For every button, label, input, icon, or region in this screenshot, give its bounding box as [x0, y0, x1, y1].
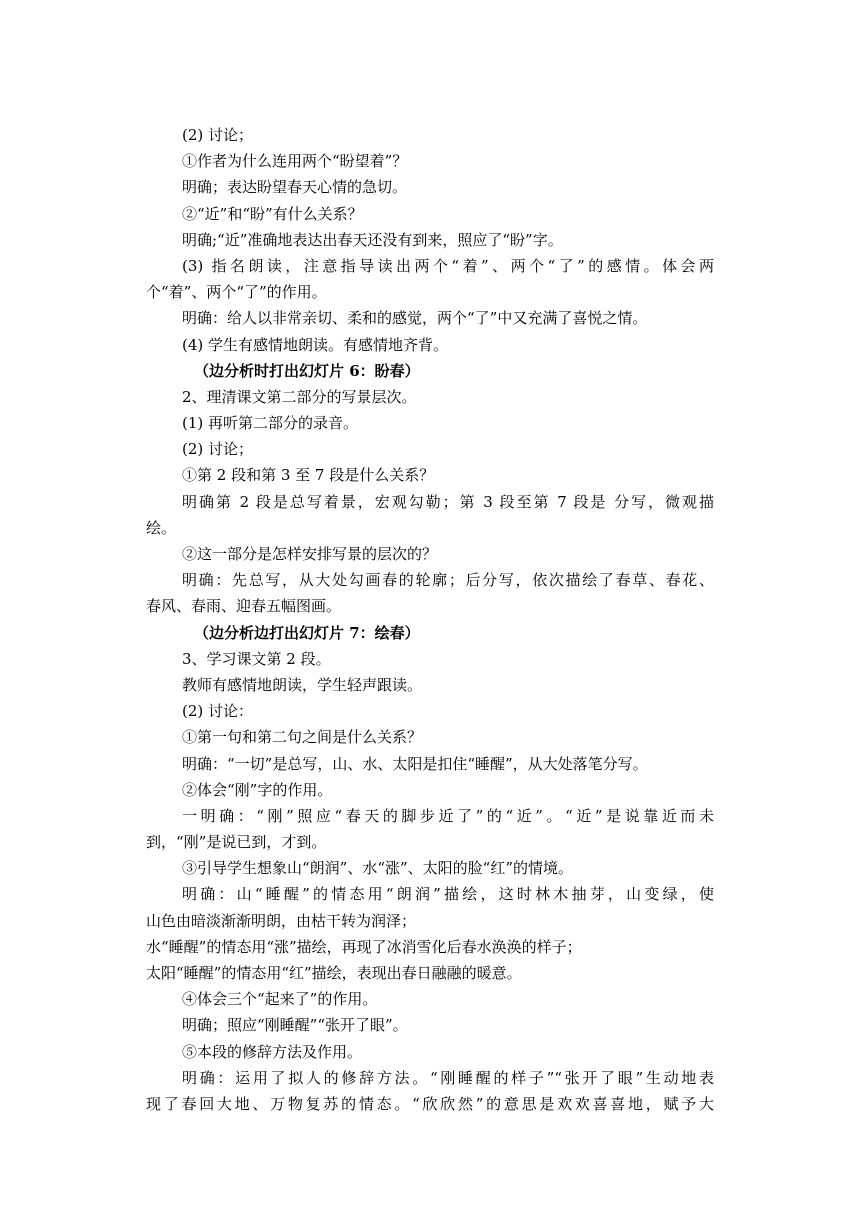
text-line-5: 明确;“近”准确地表达出春天还没有到来，照应了“盼”字。	[182, 230, 563, 249]
text-line-21: 3、学习课文第 2 段。	[182, 649, 331, 668]
text-line-28: 到，“刚”是说已到，才到。	[146, 833, 327, 852]
text-line-32: 水“睡醒”的情态用“涨”描绘，再现了冰消雪化后春水涣涣的样子；	[146, 937, 582, 956]
text-line-6: (3) 指名朗读，注意指导读出两个“着”、两个“了”的感情。体会两	[182, 256, 714, 275]
text-line-23: (2) 讨论：	[182, 702, 254, 721]
text-line-19: 春风、春雨、迎春五幅图画。	[146, 597, 342, 616]
text-line-2: ①作者为什么连用两个“盼望着”？	[182, 152, 408, 171]
text-line-14: ①第 2 段和第 3 至 7 段是什么关系？	[182, 466, 435, 485]
text-line-34: ④体会三个“起来了”的作用。	[182, 990, 378, 1009]
section-heading-slide-7: （边分析边打出幻灯片 7：绘春）	[194, 623, 420, 642]
text-line-26: ②体会“刚”字的作用。	[182, 780, 333, 799]
text-line-12: (1) 再听第二部分的录音。	[182, 414, 359, 433]
text-line-33: 太阳“睡醒”的情态用“红”描绘，表现出春日融融的暖意。	[146, 964, 522, 982]
text-line-27: 一明确：“刚”照应“春天的脚步近了”的“近”。“近”是说靠近而未	[182, 806, 714, 825]
text-line-17: ②这一部分是怎样安排写景的层次的？	[182, 545, 438, 563]
text-line-30: 明确：山“睡醒”的情态用“朗润”描绘，这时林木抽芽，山变绿，使	[182, 885, 714, 904]
text-line-16: 绘。	[146, 518, 177, 537]
section-heading-slide-6: （边分析时打出幻灯片 6：盼春）	[194, 361, 420, 380]
text-line-18: 明确：先总写，从大处勾画春的轮廓；后分写，依次描绘了春草、春花、	[182, 571, 714, 590]
text-line-36: ⑤本段的修辞方法及作用。	[182, 1042, 363, 1061]
text-line-38: 现了春回大地、万物复苏的情态。“欣欣然”的意思是欢欢喜喜地，赋予大	[146, 1094, 714, 1113]
text-line-4: ②“近”和“盼”有什么关系？	[182, 204, 363, 223]
text-line-37: 明确：运用了拟人的修辞方法。“刚睡醒的样子”“张开了眼”生动地表	[182, 1068, 714, 1087]
text-line-1: (2) 讨论；	[182, 126, 254, 144]
text-line-3: 明确；表达盼望春天心情的急切。	[182, 178, 408, 197]
text-line-8: 明确：给人以非常亲切、柔和的感觉，两个“了”中又充满了喜悦之情。	[182, 309, 648, 328]
text-line-25: 明确：“一切”是总写，山、水、太阳是扣住“睡醒”，从大处落笔分写。	[182, 754, 648, 773]
text-line-24: ①第一句和第二句之间是什么关系？	[182, 728, 423, 747]
text-line-7: 个“着”、两个“了”的作用。	[146, 283, 327, 302]
text-line-22: 教师有感情地朗读，学生轻声跟读。	[182, 675, 423, 694]
text-line-9: (4) 学生有感情地朗读。有感情地齐背。	[182, 335, 449, 354]
document-body	[146, 122, 714, 1117]
text-line-15: 明确第 2 段是总写着景，宏观勾勒；第 3 段至第 7 段是 分写，微观描	[182, 492, 714, 511]
text-line-31: 山色由暗淡渐渐明朗，由枯干转为润泽；	[146, 911, 417, 930]
text-line-35: 明确；照应“刚睡醒”“张开了眼”。	[182, 1016, 408, 1035]
text-line-11: 2、理清课文第二部分的写景层次。	[182, 387, 417, 406]
text-line-13: (2) 讨论；	[182, 440, 254, 459]
text-line-29: ③引导学生想象山“朗润”、水“涨”、太阳的脸“红”的情境。	[182, 859, 574, 878]
